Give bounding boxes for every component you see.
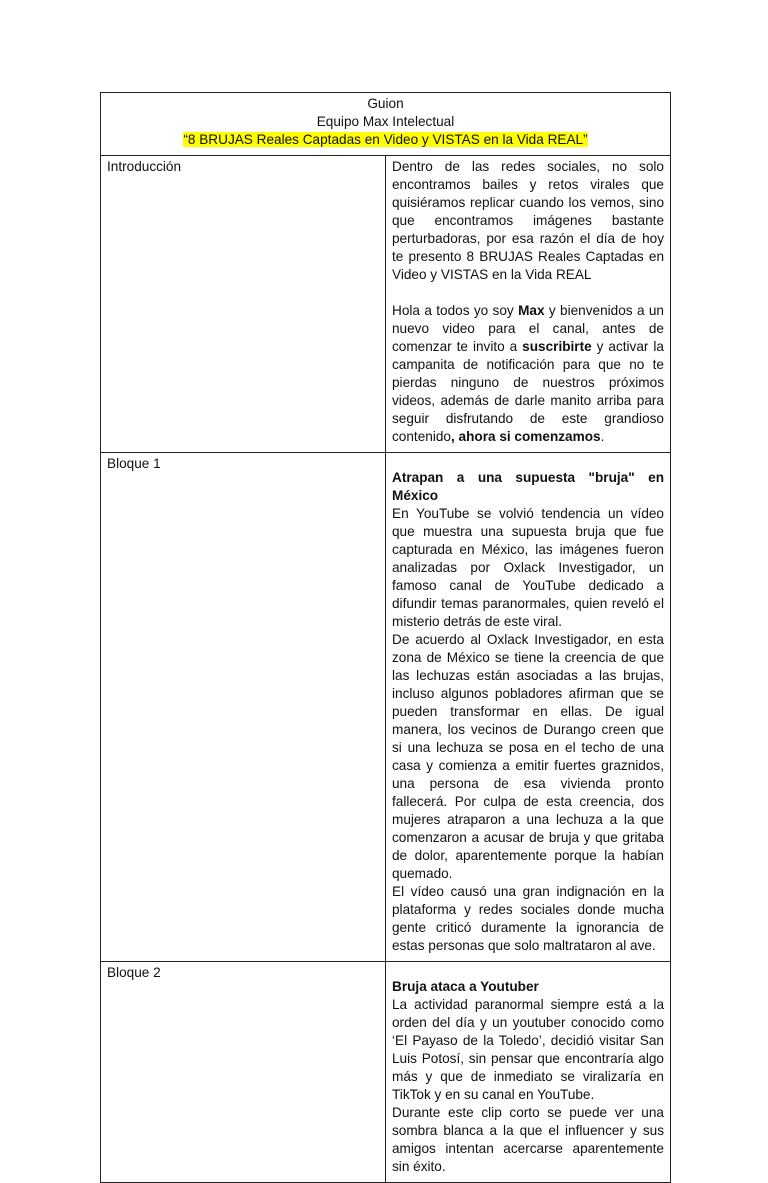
intro-p2-dot: . — [600, 429, 605, 444]
video-title-highlight: “8 BRUJAS Reales Captadas en Video y VISTAS en la Vida REAL” — [183, 132, 588, 147]
intro-body — [386, 156, 671, 453]
block2-row — [101, 962, 671, 1183]
intro-p2-closing: , ahora si comenzamos — [450, 429, 601, 444]
block2-label: Bloque 2 — [101, 962, 386, 1183]
block2-paragraph-1: La actividad paranormal siempre está a la orden del día y un youtuber conocido como ‘El Payaso de la Toledo’, decidió visitar San Luis Potosí, sin pensar que encontraría algo más y que de inmediato se viralizaría en TikTok y en su canal en YouTube. — [392, 997, 664, 1102]
block1-paragraph-1: En YouTube se volvió tendencia un vídeo que muestra una supuesta bruja que fue capturada en México, las imágenes fueron analizadas por Oxlack Investigador, un famoso canal de YouTube dedicado a difundir temas paranormales, quien reveló el misterio detrás de este viral. — [392, 506, 664, 629]
intro-paragraph-1: Dentro de las redes sociales, no solo encontramos bailes y retos virales que quisiéramos replicar cuando los vemos, sino que encontramos imágenes bastante perturbadoras, por esa razón el día de hoy te presento 8 BRUJAS Reales Captadas en Video y VISTAS en la Vida REAL — [392, 159, 664, 282]
intro-p2-c: y activar la campanita de notificación para que no te pierdas ninguno de nuestros próximos videos, además de darle manito arriba para seguir disfrutando de este grandioso contenido — [392, 339, 664, 444]
team-name: Equipo Max Intelectual — [316, 114, 455, 129]
block1-body — [386, 453, 671, 962]
block1-paragraph-2: De acuerdo al Oxlack Investigador, en esta zona de México se tiene la creencia de que las lechuzas están asociadas a las brujas, incluso algunos pobladores afirman que se pueden transformar en ellas. De igual manera, los vecinos de Durango creen que si una lechuza se posa en el techo de una casa y comienza a emitir fuertes graznidos, una persona de esa vivienda pronto fallecerá. Por culpa de esta creencia, dos mujeres atraparon a una lechuza a la que comenzaron a acusar de bruja y que gritaba de dolor, aparentemente porque la habían quemado. — [392, 632, 664, 881]
header-row — [101, 93, 671, 156]
block2-paragraph-2: Durante este clip corto se puede ver una sombra blanca a la que el influencer y sus amigos intentan acercarse aparentemente sin éxito. — [392, 1105, 664, 1174]
block2-title: Bruja ataca a Youtuber — [392, 979, 539, 994]
header-cell — [101, 93, 671, 156]
block1-label: Bloque 1 — [101, 453, 386, 962]
host-name: Max — [518, 303, 545, 318]
doc-heading: Guion — [367, 96, 404, 111]
subscribe-word: suscribirte — [522, 339, 592, 354]
intro-paragraph-2 — [392, 302, 664, 446]
block1-row — [101, 453, 671, 962]
intro-p2-b: y bienvenidos a un nuevo video para el canal, antes de comenzar te invito a — [392, 303, 664, 354]
block2-body — [386, 962, 671, 1183]
intro-row — [101, 156, 671, 453]
script-table — [100, 92, 671, 1183]
block1-paragraph-3: El vídeo causó una gran indignación en la plataforma y redes sociales donde mucha gente criticó duramente la ignorancia de estas personas que solo maltrataron al ave. — [392, 884, 664, 953]
intro-label: Introducción — [101, 156, 386, 453]
intro-p2-a: Hola a todos yo soy — [392, 303, 519, 318]
block1-title: Atrapan a una supuesta "bruja" en México — [392, 470, 664, 503]
video-title — [107, 131, 664, 149]
